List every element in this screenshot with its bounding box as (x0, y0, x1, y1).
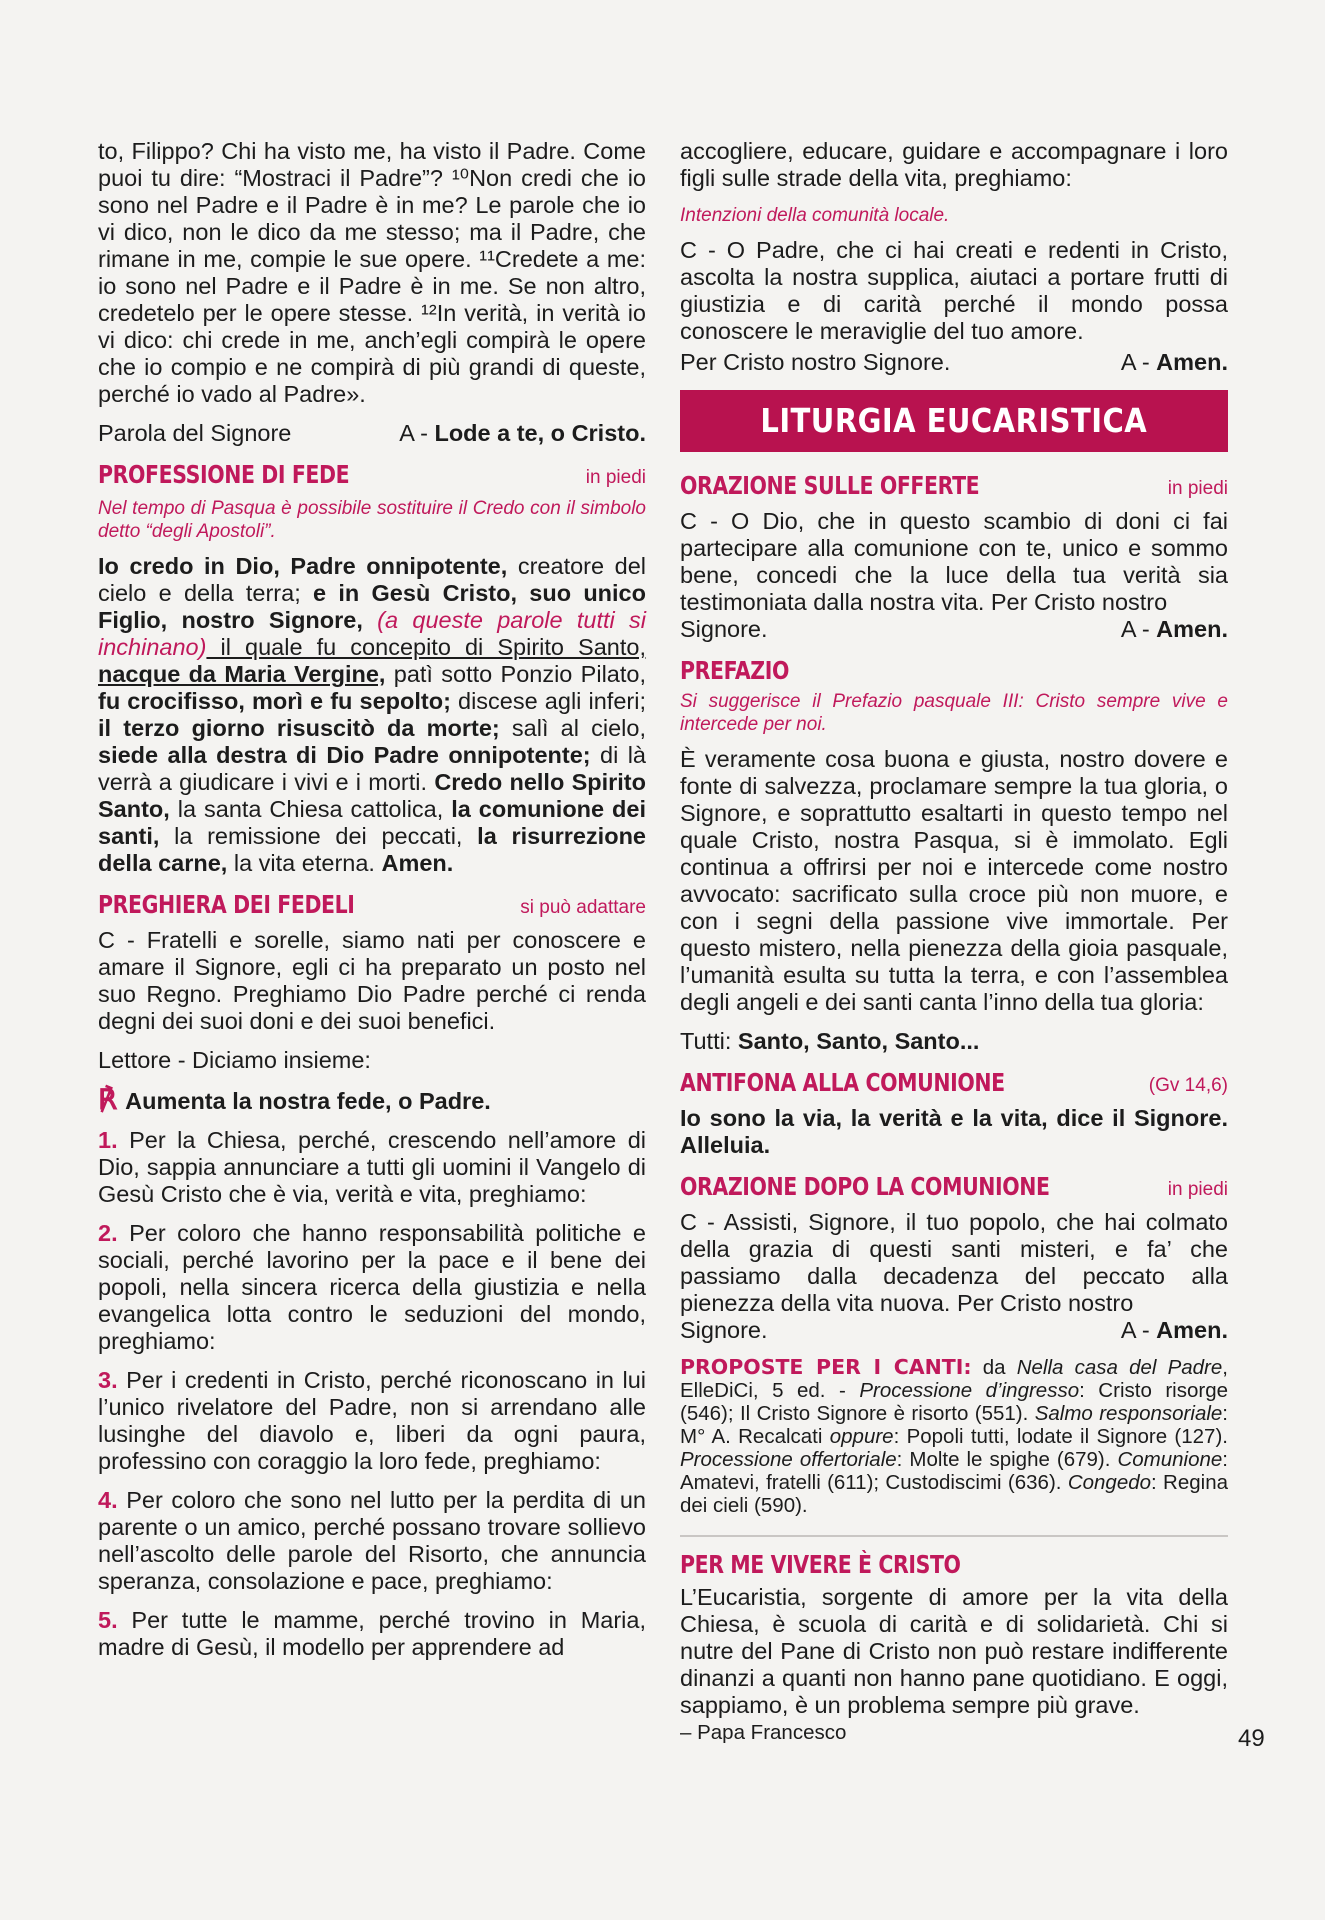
gospel-acclamation (98, 420, 646, 447)
preghiera-heading (98, 891, 646, 921)
proposte-canti: PROPOSTE PER I CANTI: da Nella casa del Padre, ElleDiCi, 5 ed. - Processione d’ingresso: Cristo risorge (546); Il Cristo Signore è risorto (551). Salmo responsoriale: M° A. Recalcati oppure: Popoli tutti, lodate il Signore (127). Processione offertoriale: Molte le spighe (679). Comunione: Amatevi, fratelli (611); Custodiscimi (636). Congedo: Regina dei cieli (590). (680, 1355, 1229, 1517)
professione-note: in piedi (585, 467, 646, 488)
vivere-text: L’Eucaristia, sorgente di amore per la vita della Chiesa, è scuola di carità e di solidarietà. Chi si nutre del Pane di Cristo non può restare indifferente dinanzi a quanti non hanno pane quotidiano. E oggi, sappiamo, è un problema sempre più grave. (680, 1584, 1228, 1718)
preghiera-title: PREGHIERA DEI FEDELI (98, 890, 355, 919)
antifona-note: (Gv 14,6) (1148, 1075, 1228, 1096)
prefazio-title: PREFAZIO (680, 656, 789, 685)
professione-rubric: Nel tempo di Pasqua è possibile sostituire il Credo con il simbolo detto “degli Apostoli”. (98, 498, 646, 542)
prefazio-text: È veramente cosa buona e giusta, nostro dovere e fonte di salvezza, proclamare sempre la tua gloria, o Signore, e soprattutto esaltarti in questo tempo nel quale Cristo, nostra Pasqua, si è immolato. Egli continua a offrirsi per noi e intercede come nostro avvocato: sacrificato sulla croce più non muore, e con i segni della passione vive immortale. Per questo mistero, nella pienezza della gioia pasquale, l’umanità esulta su tutta la terra, e con l’assemblea degli angeli e dei santi canta l’inno della tua gloria: (680, 746, 1228, 1015)
dopo-comunione-text: C - Assisti, Signore, il tuo popolo, che hai colmato della grazia di questi santi misteri, e fa’ che passiamo dalla decadenza del peccato alla pienezza della vita nuova. Per Cristo nostro (680, 1209, 1228, 1316)
dopo-comunione-heading (680, 1173, 1228, 1203)
left-column (98, 138, 646, 1673)
antifona-text: Io sono la via, la verità e la vita, dice il Signore. Alleluia. (680, 1105, 1228, 1158)
parola-label: Parola del Signore (98, 420, 292, 446)
antifona-heading (680, 1069, 1228, 1099)
section-divider (680, 1535, 1228, 1537)
professione-heading (98, 461, 646, 491)
offerte-title: ORAZIONE SULLE OFFERTE (680, 471, 980, 500)
intention-item: 3. Per i credenti in Cristo, perché riconoscano in lui l’unico rivelatore del Padre, non si arrendano alle lusinghe del diavolo e, liberi da ogni paura, professino con coraggio la loro fede, preghiamo: (98, 1367, 646, 1474)
preghiera-conclusion: C - O Padre, che ci hai creati e redenti in Cristo, ascolta la nostra supplica, aiutaci a portare frutti di giustizia e di carità perché il mondo possa conoscere le meraviglie del tuo amore. (680, 237, 1228, 344)
prefazio-rubric: Si suggerisce il Prefazio pasquale III: Cristo sempre vive e intercede per noi. (680, 691, 1228, 735)
intention-item: 5. Per tutte le mamme, perché trovino in Maria, madre di Gesù, il modello per apprendere ad (98, 1607, 646, 1660)
offerte-note: in piedi (1167, 478, 1228, 499)
vivere-title: PER ME VIVERE È CRISTO (680, 1550, 961, 1579)
dopo-amen-line: Signore. A - Amen. (680, 1317, 1228, 1343)
dopo-comunione-note: in piedi (1167, 1179, 1228, 1200)
liturgia-eucaristica-banner: LITURGIA EUCARISTICA (680, 390, 1228, 452)
offerte-amen-line: Signore. A - Amen. (680, 616, 1228, 642)
offerte-heading (680, 472, 1228, 502)
gospel-text: to, Filippo? Chi ha visto me, ha visto il Padre. Come puoi tu dire: “Mostraci il Padre”? ¹⁰Non credi che io sono nel Padre e il Padre è in me? Le parole che io vi dico, non le dico da me stesso; ma il Padre, che rimane in me, compie le sue opere. ¹¹Credete a me: io sono nel Padre e il Padre è in me. Se non altro, credetelo per le opere stesse. ¹²In verità, in verità io vi dico: chi crede in me, anch’egli compirà le opere che io compio e ne compirà di più grandi di queste, perché io vado al Padre». (98, 138, 646, 407)
vivere-heading (680, 1551, 1228, 1578)
intention-item: 2. Per coloro che hanno responsabilità politiche e sociali, perché lavorino per la pace e il bene dei popoli, nella sincera ricerca della giustizia e nella evangelica lotta contro le seduzioni del mondo, preghiamo: (98, 1220, 646, 1354)
page-number: 49 (1238, 1725, 1265, 1752)
vivere-author: – Papa Francesco (680, 1721, 847, 1744)
professione-title: PROFESSIONE DI FEDE (98, 460, 350, 489)
credo-text: Io credo in Dio, Padre onnipotente, creatore del cielo e della terra; e in Gesù Cristo, suo unico Figlio, nostro Signore, (a queste parole tutti si inchinano) il quale fu concepito di Spirito Santo, nacque da Maria Vergine, patì sotto Ponzio Pilato, fu crocifisso, morì e fu sepolto; discese agli inferi; il terzo giorno risuscitò da morte; salì al cielo, siede alla destra di Dio Padre onnipotente; di là verrà a giudicare i vivi e i morti. Credo nello Spirito Santo, la santa Chiesa cattolica, la comunione dei santi, la remissione dei peccati, la risurrezione della carne, la vita eterna. Amen. (98, 553, 647, 876)
sanctus-line: Tutti: Santo, Santo, Santo... (680, 1028, 980, 1054)
offerte-text: C - O Dio, che in questo scambio di doni ci fai partecipare alla comunione con te, unico e sommo bene, concedi che la luce della tua verità sia testimoniata dalla nostra vita. Per Cristo nostro (680, 508, 1228, 615)
intention-item: 4. Per coloro che sono nel lutto per la perdita di un parente o un amico, perché possano trovare sollievo nell’ascolto delle parole del Risorto, che annuncia speranza, consolazione e pace, preghiamo: (98, 1487, 646, 1594)
preghiera-intro: C - Fratelli e sorelle, siamo nati per conoscere e amare il Signore, egli ci ha preparato un posto nel suo Regno. Preghiamo Dio Padre perché ci renda degni dei suoi doni e dei suoi benefici. (98, 927, 646, 1034)
parola-response: A - Lode a te, o Cristo. (399, 420, 646, 446)
dopo-comunione-title: ORAZIONE DOPO LA COMUNIONE (680, 1172, 1050, 1201)
intenzioni-rubric: Intenzioni della comunità locale. (680, 205, 950, 226)
response-text: Aumenta la nostra fede, o Padre. (125, 1088, 491, 1114)
intention-continuation: accogliere, educare, guidare e accompagnare i loro figli sulle strade della vita, preghiamo: (680, 138, 1228, 191)
preghiera-note: si può adattare (520, 897, 646, 918)
antifona-title: ANTIFONA ALLA COMUNIONE (680, 1068, 1005, 1097)
conclusion-amen-line: Per Cristo nostro Signore. A - Amen. (680, 349, 1228, 375)
lettore-line: Lettore - Diciamo insieme: (98, 1047, 371, 1073)
right-column (680, 138, 1228, 1756)
response-symbol: ℟ (98, 1084, 118, 1115)
response-line (98, 1086, 646, 1115)
prefazio-heading (680, 657, 1228, 684)
intention-item: 1. Per la Chiesa, perché, crescendo nell’amore di Dio, sappia annunciare a tutti gli uomini il Vangelo di Gesù Cristo che è via, verità e vita, preghiamo: (98, 1127, 646, 1207)
